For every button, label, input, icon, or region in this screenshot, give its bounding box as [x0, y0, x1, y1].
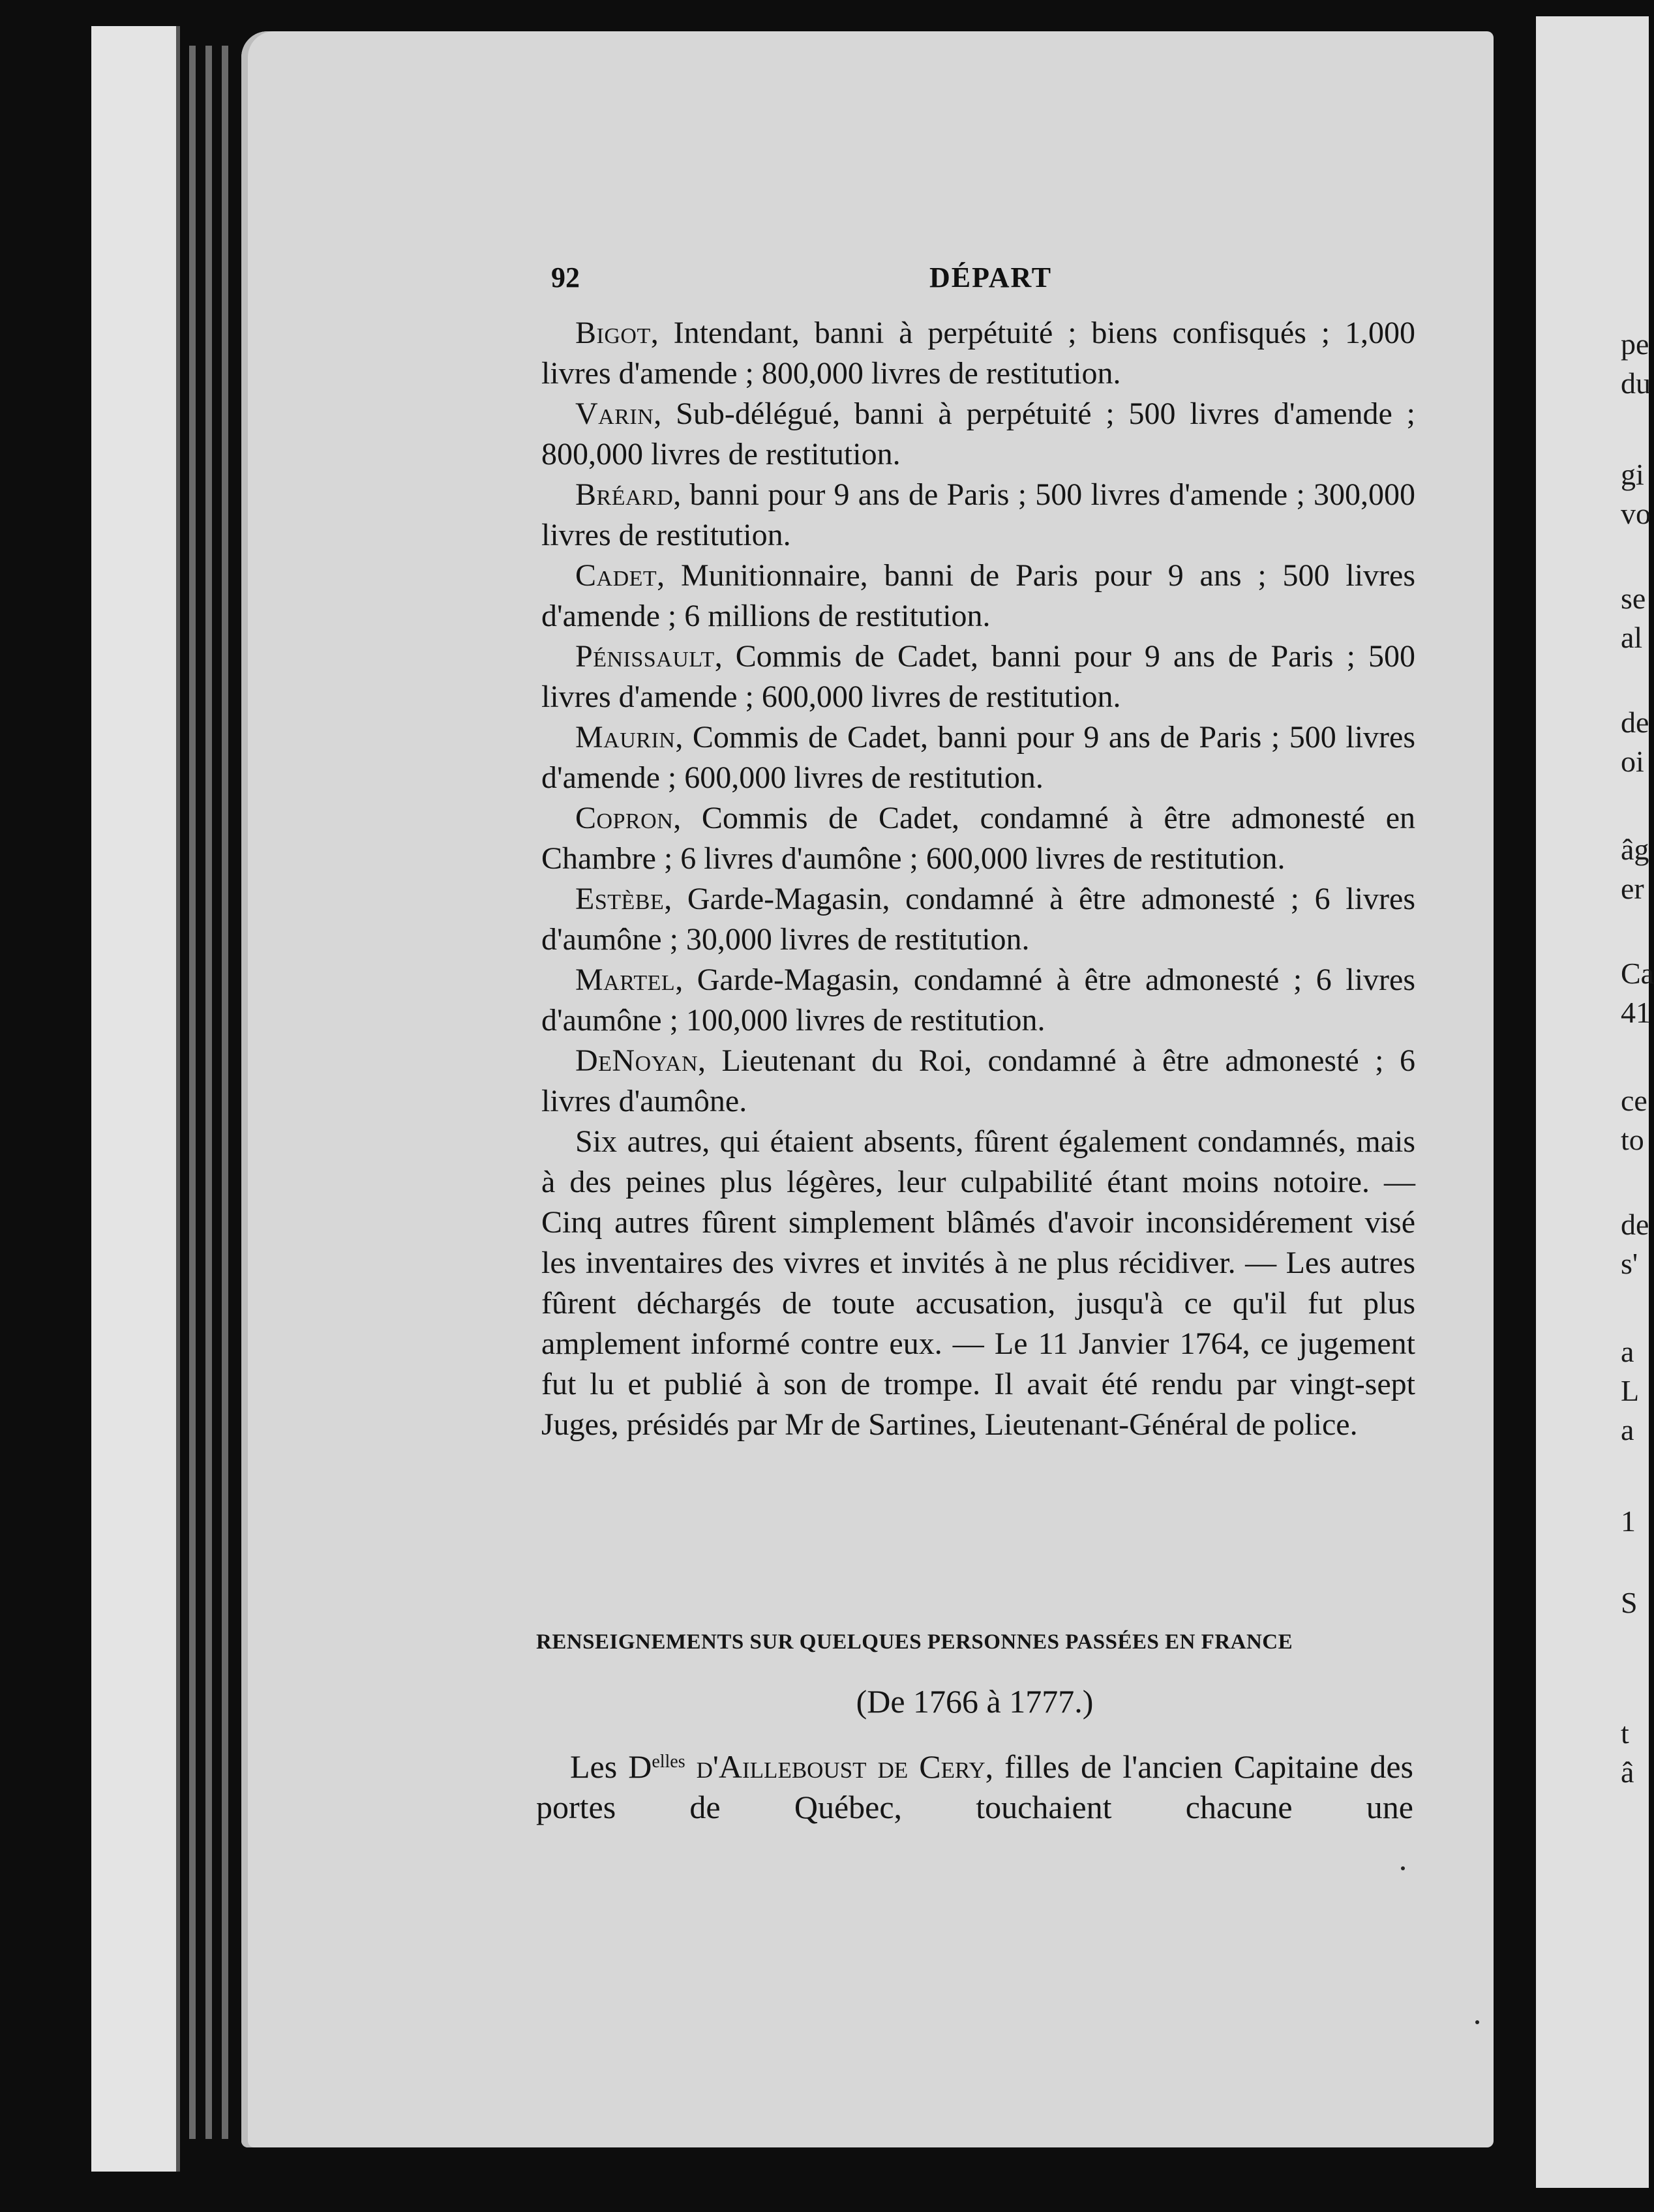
entry-text: , Munitionnaire, banni de Paris pour 9 ans ; 500 livres d'amende ; 6 millions de restitution.	[541, 558, 1415, 633]
facing-page-fragment: â	[1621, 1756, 1634, 1789]
sentence-entry	[541, 879, 1415, 960]
entry-name: Copron	[575, 801, 674, 835]
entry-name: Bréard	[575, 477, 674, 512]
facing-page-fragment: to	[1621, 1123, 1644, 1156]
entry-text: , Intendant, banni à perpétuité ; biens confisqués ; 1,000 livres d'amende ; 800,000 livres de restitution.	[541, 316, 1415, 391]
facing-page-fragment: a	[1621, 1335, 1634, 1368]
facing-page-fragment: gi	[1621, 458, 1644, 491]
sentence-entry	[541, 1041, 1415, 1122]
facing-page-fragment: 1	[1621, 1504, 1636, 1538]
entry-text: , Commis de Cadet, condamné à être admonesté en Chambre ; 6 livres d'aumône ; 600,000 livres de restitution.	[541, 801, 1415, 876]
sentence-entry	[541, 556, 1415, 636]
section-heading: RENSEIGNEMENTS SUR QUELQUES PERSONNES PASSÉES EN FRANCE	[536, 1630, 1293, 1654]
facing-page-fragment: Ca	[1621, 957, 1654, 990]
left-board	[91, 26, 180, 2172]
facing-page-fragment: a	[1621, 1413, 1634, 1446]
facing-page-fragment: S	[1621, 1586, 1638, 1619]
sentence-entry	[541, 636, 1415, 717]
facing-page-fragment: vo	[1621, 497, 1651, 530]
entry-text: , Lieutenant du Roi, condamné à être admonesté ; 6 livres d'aumône.	[541, 1043, 1415, 1118]
running-header	[551, 261, 1412, 300]
facing-page-fragment: 41	[1621, 996, 1651, 1029]
intro-name: d'Ailleboust de Cery	[685, 1748, 985, 1785]
facing-page-fragment: er	[1621, 872, 1644, 905]
facing-page-fragment: pe	[1621, 327, 1649, 361]
entry-name: Cadet	[575, 558, 657, 593]
facing-page-fragment: t	[1621, 1716, 1629, 1750]
intro-les: Les D	[570, 1748, 652, 1785]
closing-paragraph: Six autres, qui étaient absents, fûrent également condamnés, mais à des peines plus légères, leur culpabilité étant moins notoire. — Cinq autres fûrent simplement blâmés d'avoir inconsidérement visé les inventaires des vivres et invités à ne plus récidiver. — Les autres fûrent déchargés de toute accusation, jusqu'à ce qu'il fut plus amplement informé contre eux. — Le 11 Janvier 1764, ce jugement fut lu et publié à son de trompe. Il avait été rendu par vingt-sept Juges, présidés par Mr de Sartines, Lieutenant-Général de police.	[541, 1124, 1415, 1442]
sentence-entry	[541, 960, 1415, 1041]
page-edge	[222, 46, 228, 2139]
sentence-entry	[541, 475, 1415, 556]
entry-name: Martel	[575, 963, 676, 997]
facing-page-fragment: âg	[1621, 833, 1649, 866]
entry-text: , banni pour 9 ans de Paris ; 500 livres d'amende ; 300,000 livres de restitution.	[541, 477, 1415, 552]
facing-page-fragment: ce	[1621, 1084, 1647, 1117]
entry-name: Estèbe	[575, 882, 665, 916]
page-edge	[205, 46, 212, 2139]
page-edge	[189, 46, 196, 2139]
entry-name: Bigot	[575, 316, 651, 350]
facing-page-fragment: s'	[1621, 1247, 1638, 1280]
entry-name: Maurin	[575, 720, 676, 755]
sentence-entry	[541, 798, 1415, 879]
entry-text: , Garde-Magasin, condamné à être admonesté ; 6 livres d'aumône ; 100,000 livres de restitution.	[541, 963, 1415, 1038]
intro-rest: , filles de l'ancien Capitaine des portes de Québec, touchaient chacune une	[536, 1748, 1413, 1825]
section-intro	[536, 1746, 1413, 1827]
entry-name: DeNoyan	[575, 1043, 699, 1078]
speck	[1475, 2020, 1479, 2024]
entry-text: , Commis de Cadet, banni pour 9 ans de Paris ; 500 livres d'amende ; 600,000 livres de restitution.	[541, 720, 1415, 795]
facing-page-fragment: de	[1621, 1208, 1649, 1241]
sentence-entry	[541, 717, 1415, 798]
facing-page	[1536, 16, 1654, 2188]
facing-page-fragment: al	[1621, 621, 1643, 654]
speck	[1401, 1866, 1405, 1870]
facing-page-fragment: se	[1621, 582, 1646, 615]
page-number: 92	[551, 262, 580, 293]
facing-page-fragment: du	[1621, 366, 1651, 400]
facing-page-fragment: L	[1621, 1374, 1640, 1407]
entry-name: Pénissault	[575, 639, 715, 674]
main-text	[541, 313, 1415, 1445]
entry-text: , Commis de Cadet, banni pour 9 ans de Paris ; 500 livres d'amende ; 600,000 livres de restitution.	[541, 639, 1415, 714]
page-title: DÉPART	[929, 262, 1053, 293]
sentence-entry	[541, 313, 1415, 394]
entry-name: Varin	[575, 396, 654, 431]
intro-superscript: elles	[652, 1752, 685, 1772]
sentence-entry	[541, 394, 1415, 475]
facing-page-fragment: de	[1621, 706, 1649, 739]
entry-text: , Sub-délégué, banni à perpétuité ; 500 livres d'amende ; 800,000 livres de restitution.	[541, 396, 1415, 471]
entry-text: , Garde-Magasin, condamné à être admonesté ; 6 livres d'aumône ; 30,000 livres de restitution.	[541, 882, 1415, 957]
section-date-range: (De 1766 à 1777.)	[856, 1683, 1094, 1720]
facing-page-fragment: oi	[1621, 745, 1644, 778]
